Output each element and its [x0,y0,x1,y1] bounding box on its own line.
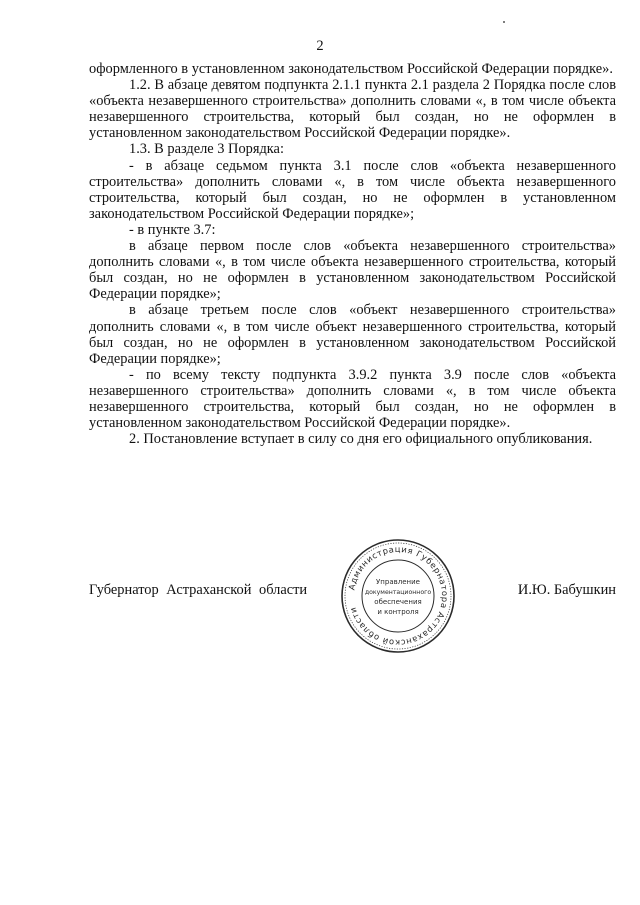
paragraph: 1.2. В абзаце девятом подпункта 2.1.1 пункта 2.1 раздела 2 Порядка после слов «объекта незавершенного строительства» дополнить словами «, в том числе объекта незавершенного строительства, который был создан, но не оформлен в установленном законодательством Российской Федерации порядке». [89,77,616,142]
seal-graphic [339,537,457,655]
paragraph: 1.3. В разделе 3 Порядка: [129,141,284,158]
seal-inner-line: документационного [364,589,432,596]
paragraph: в абзаце третьем после слов «объект незавершенного строительства» дополнить словами «, в том числе объект незавершенного строительства, который был создан, но не оформлен в установленном законодательством Российской Федерации порядке»; [89,302,616,367]
seal-inner-line: Управление [376,578,420,586]
seal-outer-text: Администрация Губернатора Астраханской области [346,543,451,649]
paragraph: оформленного в установленном законодательством Российской Федерации порядке». [89,61,613,77]
paragraph: 2. Постановление вступает в силу со дня его официального опубликования. [129,431,593,448]
signatory-name: И.Ю. Бабушкин [517,582,616,598]
official-seal [339,537,457,655]
page-number: 2 [316,38,324,54]
document-body [89,61,616,447]
paragraph: в абзаце первом после слов «объекта незавершенного строительства» дополнить словами «, в том числе объекта незавершенного строительства, который был создан, но не оформлен в установленном законодательством Российской Федерации порядке»; [89,238,616,303]
seal-inner-line: обеспечения [374,598,422,606]
paragraph: - в пункте 3.7: [129,221,216,238]
seal-inner-line: и контроля [377,608,419,616]
signatory-title: Губернатор Астраханской области [89,582,308,598]
scan-speck [503,21,505,23]
paragraph: - в абзаце седьмом пункта 3.1 после слов «объекта незавершенного строительства» дополнить словами «, в том числе объекта незавершенного строительства, который был создан, но не оформлен в установленном законодательством Российской Федерации порядке»; [89,157,616,222]
paragraph: - по всему тексту подпункта 3.9.2 пункта 3.9 после слов «объекта незавершенного строительства» дополнить словами «, в том числе объекта незавершенного строительства, который был создан, но не оформлен в установленном законодательством Российской Федерации порядке». [89,366,616,432]
